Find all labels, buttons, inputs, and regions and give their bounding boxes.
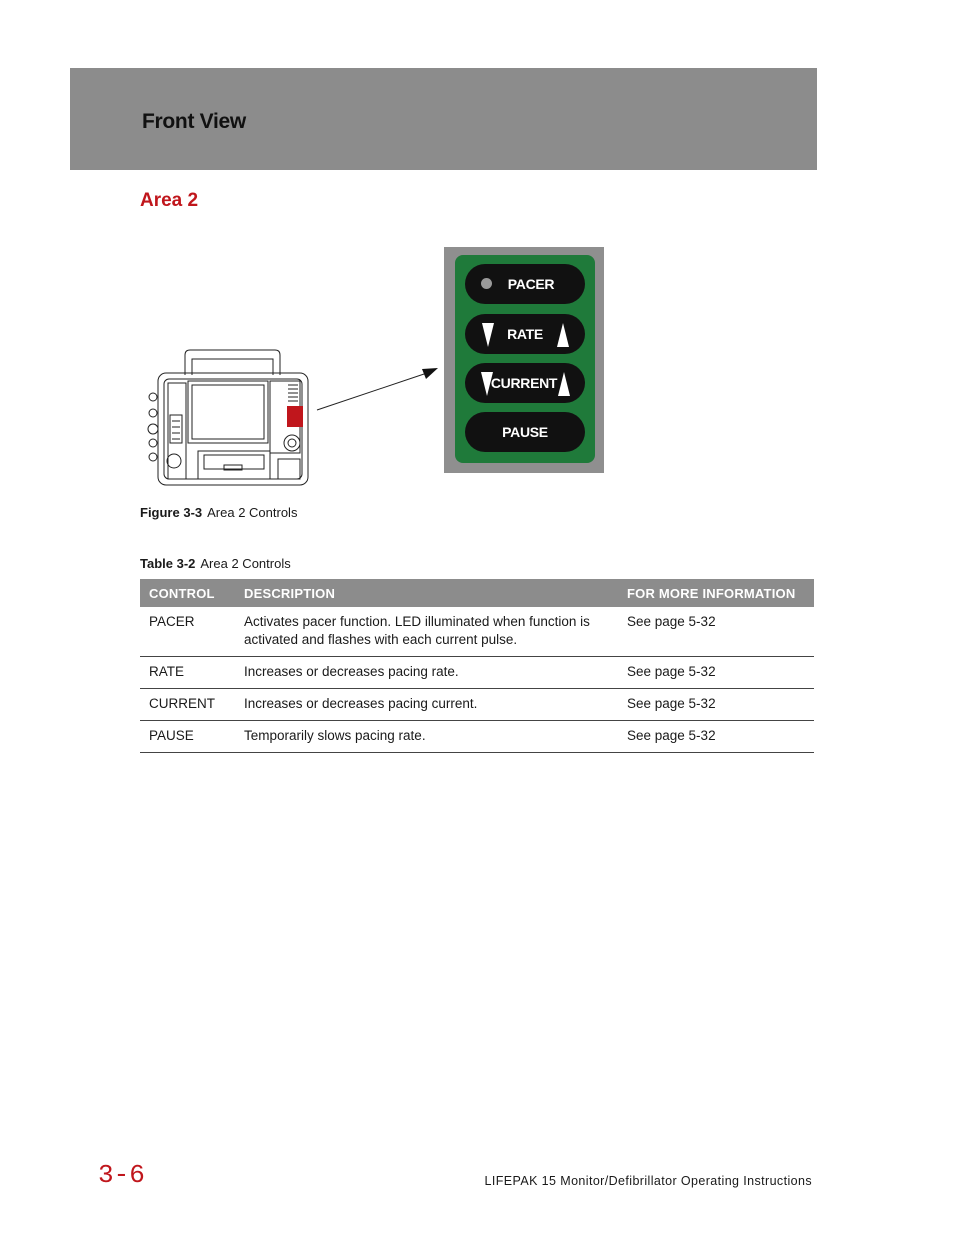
cell-control: PACER: [140, 607, 235, 657]
pacer-led-icon: [481, 278, 492, 289]
page-number: 3-6: [98, 1160, 145, 1190]
cell-control: PAUSE: [140, 721, 235, 753]
table-row: [140, 721, 814, 753]
figure-caption-text: Area 2 Controls: [207, 505, 298, 520]
table-row: [140, 657, 814, 689]
area2-highlight: [287, 406, 303, 427]
cell-description: Increases or decreases pacing current.: [235, 689, 618, 721]
table-header-row: [140, 579, 814, 607]
cell-description: Temporarily slows pacing rate.: [235, 721, 618, 753]
callout-arrow: [310, 360, 445, 415]
cell-info: See page 5-32: [618, 689, 814, 721]
cell-info: See page 5-32: [618, 721, 814, 753]
rate-down-icon[interactable]: [482, 323, 494, 347]
column-header-control: CONTROL: [140, 579, 235, 607]
cell-info: See page 5-32: [618, 657, 814, 689]
device-illustration: [140, 347, 315, 495]
current-button[interactable]: [465, 363, 585, 403]
table-row: [140, 607, 814, 657]
page-title: Front View: [142, 110, 246, 133]
cell-description: Increases or decreases pacing rate.: [235, 657, 618, 689]
rate-button[interactable]: [465, 314, 585, 354]
current-button-label: CURRENT: [490, 375, 558, 391]
rate-up-icon[interactable]: [557, 323, 569, 347]
pacer-button[interactable]: [465, 264, 585, 304]
pause-button-label: PAUSE: [502, 424, 548, 440]
column-header-info: FOR MORE INFORMATION: [618, 579, 814, 607]
figure-caption: [140, 505, 297, 520]
rate-button-label: RATE: [507, 326, 543, 342]
table-caption: [140, 556, 291, 571]
cell-info: See page 5-32: [618, 607, 814, 657]
pacer-button-label: PACER: [507, 276, 555, 292]
controls-table: [140, 579, 814, 753]
table-caption-text: Area 2 Controls: [200, 556, 291, 571]
section-subtitle: Area 2: [140, 190, 199, 211]
cell-control: RATE: [140, 657, 235, 689]
cell-control: CURRENT: [140, 689, 235, 721]
footer-doc-title: LIFEPAK 15 Monitor/Defibrillator Operating Instructions: [484, 1174, 812, 1188]
table-label: Table 3-2: [140, 556, 196, 571]
control-panel-face: [455, 255, 595, 463]
cell-description: Activates pacer function. LED illuminated when function is activated and flashes with each current pulse.: [235, 607, 618, 657]
figure-label: Figure 3-3: [140, 505, 203, 520]
pause-button[interactable]: [465, 412, 585, 452]
table-row: [140, 689, 814, 721]
current-down-icon[interactable]: [481, 372, 493, 396]
control-panel-area2: [444, 247, 604, 473]
current-up-icon[interactable]: [558, 372, 570, 396]
column-header-description: DESCRIPTION: [235, 579, 618, 607]
